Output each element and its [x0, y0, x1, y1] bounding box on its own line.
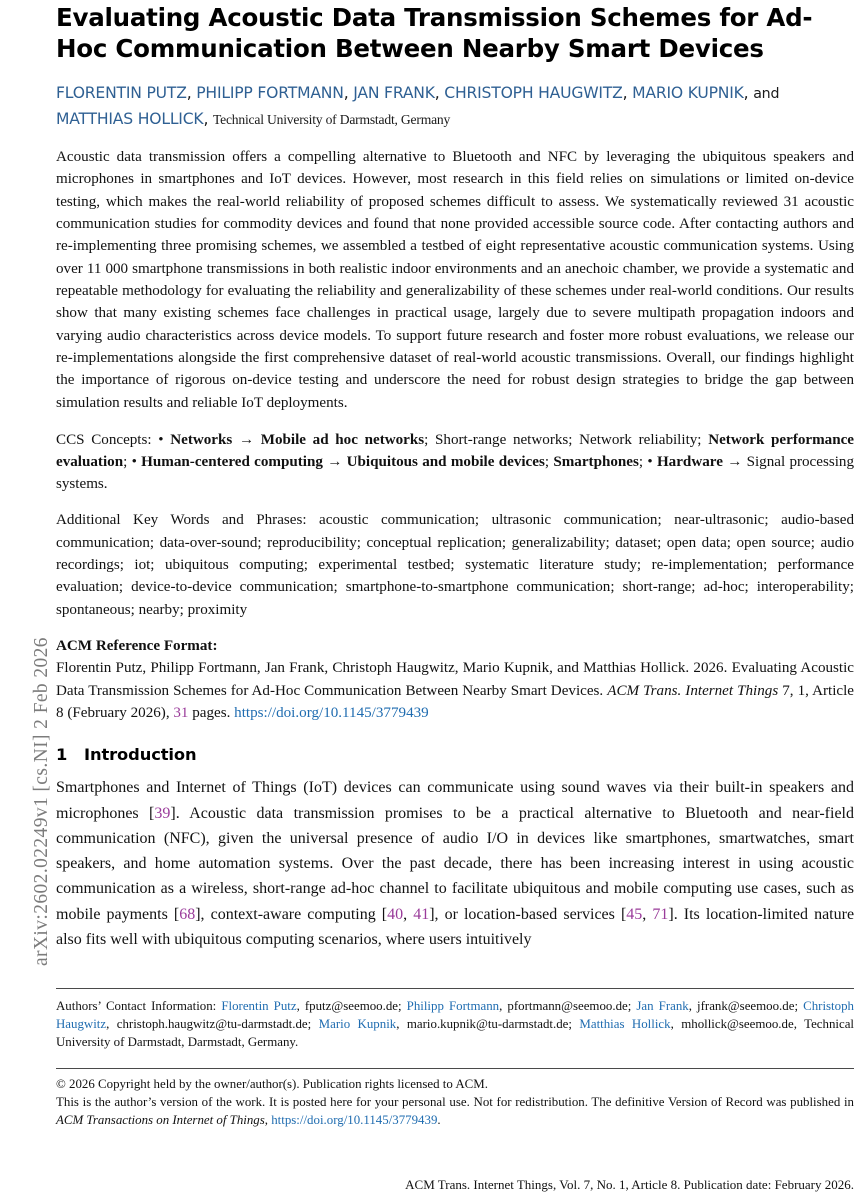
contact-end-0: ; [398, 999, 407, 1013]
contact-email-0: fputz@seemoo.de [304, 999, 398, 1013]
contact-name-4[interactable]: Mario Kupnik [318, 1017, 397, 1032]
intro-s5: ], or location-based services [ [429, 905, 627, 923]
intro-s2: ]. Acoustic data transmission promises to be a practical alternative to Bluetooth and near-field communication (NFC), given the universal presence of audio I/O in devices like smartphones, smartwatches, smart speakers, and home automation systems. Over the past decade, there has been increasing interest in using acoustic communication as a wireless, short-range ad-hoc channel to facilitate ubiquitous and mobile computing use cases, such as mobile payments [ [56, 804, 854, 923]
contact-email-1: pfortmann@seemoo.de [507, 999, 628, 1013]
author-name-3[interactable]: CHRISTOPH HAUGWITZ [444, 84, 623, 102]
ccs-seg-4: ; Short-range networks; Network reliability; [424, 431, 709, 448]
ccs-seg-9: Ubiquitous and mobile devices [346, 453, 545, 470]
contact-end-2: ; [794, 999, 804, 1013]
paper-page [56, 0, 854, 1200]
acm-reference-format [56, 635, 854, 724]
contact-name-1[interactable]: Philipp Fortmann [406, 999, 500, 1013]
ccs-seg-6: ; • [123, 453, 142, 470]
contact-name-0[interactable]: Florentin Putz [221, 999, 297, 1013]
author-and-word: and [753, 86, 780, 102]
author-name-4[interactable]: MARIO KUPNIK [632, 84, 744, 102]
copyright-line-2c: . [437, 1113, 441, 1128]
author-name-5[interactable]: MATTHIAS HOLLICK [56, 109, 204, 128]
citation-45[interactable]: 45 [626, 905, 643, 923]
abstract-paragraph: Acoustic data transmission offers a compelling alternative to Bluetooth and NFC by leveraging the ubiquitous speakers and microphones in smartphones and IoT devices. However, most research in this field relies on simulations or limited on-device testing, which makes the real-world reliability of proposed schemes difficult to assess. We systematically reviewed 31 acoustic communication studies for commodity devices and found that none provided accessible source code. After contacting authors and re-implementing three promising schemes, we assembled a testbed of eight representative acoustic communication systems. Using over 11 000 smartphone transmissions in both realistic indoor environments and an anechoic chamber, we provide a systematic and repeatable methodology for evaluating the reliability and generalizability of these schemes under real-world conditions. Our results show that many existing schemes face challenges in practical usage, largely due to severe multipath propagation indoors and varying audio characteristics across device models. To support future research and foster more robust evaluations, we release our re-implementations alongside the first comprehensive dataset of real-world acoustic transmissions. Overall, our findings highlight the importance of rigorous on-device testing and underscore the need for robust design strategies to bridge the gap between simulation results and reliable IoT deployments. [56, 149, 854, 411]
ccs-seg-0: • [151, 431, 171, 448]
contact-sep-1: , [499, 999, 508, 1013]
arxiv-stamp: arXiv:2602.02249v1 [cs.NI] 2 Feb 2026 [31, 637, 52, 966]
citation-39[interactable]: 39 [154, 804, 171, 822]
copyright-line-1: © 2026 Copyright held by the owner/author(s). Publication rights licensed to ACM. [56, 1077, 488, 1091]
ccs-seg-13: Hardware [656, 453, 723, 470]
author-name-0[interactable]: FLORENTIN PUTZ [56, 84, 187, 102]
contact-end-3: ; [307, 1017, 319, 1032]
ccs-seg-1: Networks [170, 431, 233, 448]
keywords-paragraph [56, 509, 854, 621]
ccs-seg-8: → [322, 453, 347, 470]
intro-s1: Smartphones and Internet of Things (IoT) devices can communicate using sound waves via their built-in speakers and microphones [ [56, 779, 854, 822]
copyright-journal: ACM Transactions on Internet of Things [56, 1113, 265, 1128]
ccs-seg-11: Smartphones [553, 453, 639, 470]
ccs-seg-3: Mobile ad hoc networks [260, 431, 425, 448]
author-name-2[interactable]: JAN FRANK [353, 84, 435, 102]
ccs-seg-12: ; • [638, 453, 657, 470]
section-number: 1 [56, 745, 68, 765]
section-title: Introduction [84, 745, 197, 765]
ref-format-pages-word: pages. [188, 704, 235, 721]
ccs-seg-14: → Signal processing systems. [56, 453, 854, 493]
author-sep: , [343, 84, 354, 102]
section-heading-introduction [56, 724, 854, 764]
contact-sep-2: , [688, 999, 698, 1013]
contact-sep-4: , [396, 1017, 407, 1032]
copyright-line-2b: , [264, 1113, 272, 1128]
ref-format-doi-link[interactable]: https://doi.org/10.1145/3779439 [234, 704, 429, 721]
copyright-block [56, 1075, 854, 1130]
ref-format-heading: ACM Reference Format: [56, 637, 218, 654]
contact-label: Authors’ Contact Information: [56, 999, 222, 1013]
contact-email-3: christoph.haugwitz@tu-darmstadt.de [116, 1017, 308, 1032]
author-sep: , [743, 84, 754, 102]
authors-contact-information [56, 997, 854, 1052]
contact-sep-3: , [106, 1017, 117, 1032]
contact-name-5[interactable]: Matthias Hollick [579, 1017, 671, 1032]
ref-format-pages-number: 31 [173, 704, 189, 721]
page-title: Evaluating Acoustic Data Transmission Schemes for Ad-Hoc Communication Between Nearby Smart Devices [56, 3, 813, 63]
ccs-concepts [56, 429, 854, 496]
footnote-divider-bottom [56, 1068, 854, 1069]
ccs-body [56, 432, 854, 493]
contact-sep-5: , [670, 1017, 682, 1032]
contact-name-3[interactable]: Christoph Haugwitz [56, 999, 854, 1032]
keywords-label: Additional Key Words and Phrases: [56, 512, 307, 529]
contact-tail: Technical University of Darmstadt, Darmstadt, Germany. [56, 1017, 854, 1050]
page-footer: ACM Trans. Internet Things, Vol. 7, No. 1, Article 8. Publication date: February 2026. [405, 1177, 854, 1192]
ccs-seg-2: → [232, 431, 261, 448]
citation-40[interactable]: 40 [387, 905, 404, 923]
copyright-line-2a: This is the author’s version of the work. It is posted here for your personal use. Not for redistribution. The definitive Version of Record was published in [56, 1095, 854, 1110]
contact-email-5: mhollick@seemoo.de [681, 1017, 794, 1032]
introduction-paragraph [56, 775, 854, 952]
ref-format-volume: 7, 1, Article 8 (February 2026), [56, 682, 854, 721]
intro-s7: ]. Its location-limited nature also fits well with ubiquitous computing scenarios, where users intuitively [56, 905, 854, 949]
ccs-label: CCS Concepts: [56, 431, 152, 448]
author-sep: , [622, 84, 633, 102]
author-sep: , [434, 84, 445, 102]
ref-format-authors: Florentin Putz, Philipp Fortmann, Jan Frank, Christoph Haugwitz, Mario Kupnik, and Matthias Hollick. 2026. Evaluating Acoustic Data Transmission Schemes for Ad-Hoc Communication Between Nearby Smart Devices. [56, 660, 854, 699]
contact-end-4: ; [568, 1017, 580, 1032]
contact-sep-0: , [296, 999, 305, 1013]
ccs-seg-7: Human-centered computing [141, 453, 323, 470]
intro-s6: , [642, 905, 653, 923]
author-list [56, 81, 854, 132]
contact-name-2[interactable]: Jan Frank [636, 999, 689, 1013]
keywords-text: acoustic communication; ultrasonic communication; near-ultrasonic; audio-based communication; data-over-sound; reproducibility; conceptual replication; generalizability; dataset; open data; open source; audio recordings; iot; ubiquitous computing; experimental testbed; systematic literature study; re-implementation; performance evaluation; device-to-device communication; smartphone-to-smartphone communication; short-range; ad-hoc; interoperability; spontaneous; nearby; proximity [56, 512, 854, 618]
contact-end-5: , [793, 1017, 805, 1032]
footnote-divider-top [56, 988, 854, 989]
contact-email-2: jfrank@seemoo.de [697, 999, 795, 1013]
author-name-1[interactable]: PHILIPP FORTMANN [196, 84, 344, 102]
citation-68[interactable]: 68 [179, 905, 196, 923]
ref-format-journal: ACM Trans. Internet Things [607, 682, 779, 699]
author-sep: , [203, 109, 213, 128]
contact-email-4: mario.kupnik@tu-darmstadt.de [406, 1017, 569, 1032]
ccs-seg-10: ; [544, 453, 554, 470]
intro-s3: ], context-aware computing [ [195, 905, 388, 923]
author-sep: , [186, 84, 197, 102]
intro-s4: , [403, 905, 414, 923]
ccs-seg-5: Network performance evaluation [56, 431, 854, 470]
contact-end-1: ; [627, 999, 637, 1013]
author-affiliation: Technical University of Darmstadt, Germany [212, 111, 451, 127]
citation-71[interactable]: 71 [652, 905, 669, 923]
citation-41[interactable]: 41 [413, 905, 430, 923]
copyright-doi-link[interactable]: https://doi.org/10.1145/3779439 [271, 1113, 438, 1128]
